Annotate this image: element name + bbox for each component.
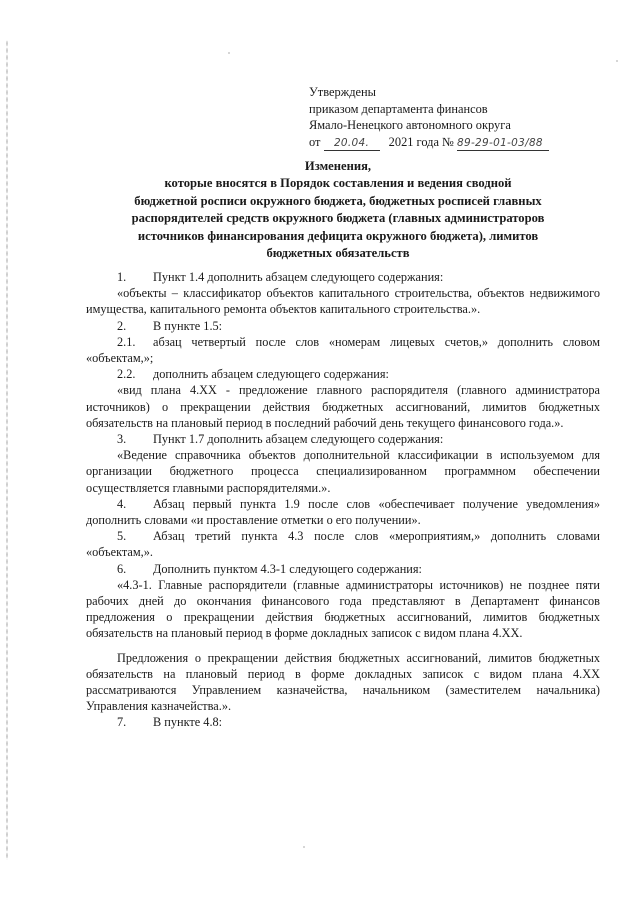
item-number: 2.1. xyxy=(117,334,136,349)
item-text: Пункт 1.7 дополнить абзацем следующего содержания: xyxy=(153,432,444,447)
approval-date-row xyxy=(309,134,609,151)
item-2 xyxy=(86,318,600,334)
item-6 xyxy=(86,561,600,577)
handwritten-date: 20.04. xyxy=(324,137,380,151)
scan-speck xyxy=(616,60,618,62)
document-title xyxy=(88,158,588,262)
item-3 xyxy=(86,431,600,447)
approval-line-order: приказом департамента финансов xyxy=(309,101,488,116)
approval-line-approved: Утверждены xyxy=(309,85,376,99)
item-text: Абзац третий пункта 4.3 после слов «мероприятиям,» дополнить словами «объектам,». xyxy=(86,529,600,560)
item-text: дополнить абзацем следующего содержания: xyxy=(153,367,389,382)
item-number: 5. xyxy=(117,529,127,544)
title-line: источников финансирования дефицита окружного бюджета), лимитов xyxy=(137,228,539,243)
title-line: Изменения, xyxy=(304,159,372,173)
item-2-1 xyxy=(86,334,600,366)
item-text: В пункте 4.8: xyxy=(153,715,223,730)
title-line: бюджетных обязательств xyxy=(266,246,410,261)
item-7 xyxy=(86,714,600,730)
item-text: абзац четвертый после слов «номерам лицевых счетов,» дополнить словом «объектам,»; xyxy=(86,334,600,366)
handwritten-number: 89-29-01-03/88 xyxy=(457,137,549,151)
year-text: 2021 года № xyxy=(388,134,454,149)
item-1 xyxy=(86,269,600,285)
item-3-quote: «Ведение справочника объектов дополнительной классификации в используемом для организации бюджетного процесса специализированном программном обеспечении осуществляется главными распорядителями.». xyxy=(86,448,600,495)
item-6-quote: «4.3-1. Главные распорядители (главные администраторы источников) не позднее пяти рабочих дней до окончания финансового года представляют в Департамент финансов предложения о прекращении действия бюджетных ассигнований, лимитов бюджетных обязательств на плановый период в форме докладных записок с видом плана 4.ХХ. xyxy=(86,577,600,641)
title-line: бюджетной росписи окружного бюджета, бюджетных росписей главных xyxy=(134,193,542,208)
item-text: В пункте 1.5: xyxy=(153,318,223,333)
item-number: 6. xyxy=(117,561,127,576)
scan-margin-artifact xyxy=(6,40,8,860)
item-1-quote: «объекты – классификатор объектов капитального строительства, объектов недвижимого имущества, капитального ремонта объектов капитального строительства.». xyxy=(86,286,600,317)
item-6-quote-2: Предложения о прекращении действия бюджетных ассигнований, лимитов бюджетных обязательств на плановый период в форме докладных записок с видом плана 4.ХХ рассматриваются Управлением казначейства, начальником (заместителем начальника) Управления казначейства.». xyxy=(86,650,600,714)
date-prefix: от xyxy=(309,134,321,149)
item-number: 7. xyxy=(117,715,127,730)
item-4 xyxy=(86,496,600,528)
approval-line-region: Ямало-Ненецкого автономного округа xyxy=(309,118,511,132)
title-line: распорядителей средств окружного бюджета (главных администраторов xyxy=(131,211,545,226)
item-2-2 xyxy=(86,366,600,382)
document-body xyxy=(86,269,600,731)
title-line: которые вносятся в Порядок составления и ведения сводной xyxy=(164,176,512,191)
item-text: Абзац первый пункта 1.9 после слов «обеспечивает получение уведомления» дополнить словами «и проставление отметки о его получении». xyxy=(86,496,600,528)
item-2-2-quote: «вид плана 4.ХХ - предложение главного распорядителя (главного администратора источников) о прекращении действия бюджетных ассигнований, лимитов бюджетных обязательств на плановый период в последний рабочий день текущего финансового года.». xyxy=(86,383,600,430)
paragraph-gap xyxy=(86,642,600,650)
scan-speck xyxy=(303,846,305,848)
item-text: Пункт 1.4 дополнить абзацем следующего содержания: xyxy=(153,270,444,284)
approval-block xyxy=(309,84,609,151)
item-5 xyxy=(86,528,600,560)
scan-speck xyxy=(228,52,230,54)
item-text: Дополнить пунктом 4.3-1 следующего содержания: xyxy=(153,561,422,576)
item-number: 4. xyxy=(117,496,127,511)
item-number: 2. xyxy=(117,318,127,333)
item-number: 3. xyxy=(117,432,127,447)
item-number: 1. xyxy=(117,270,127,284)
item-number: 2.2. xyxy=(117,367,136,382)
